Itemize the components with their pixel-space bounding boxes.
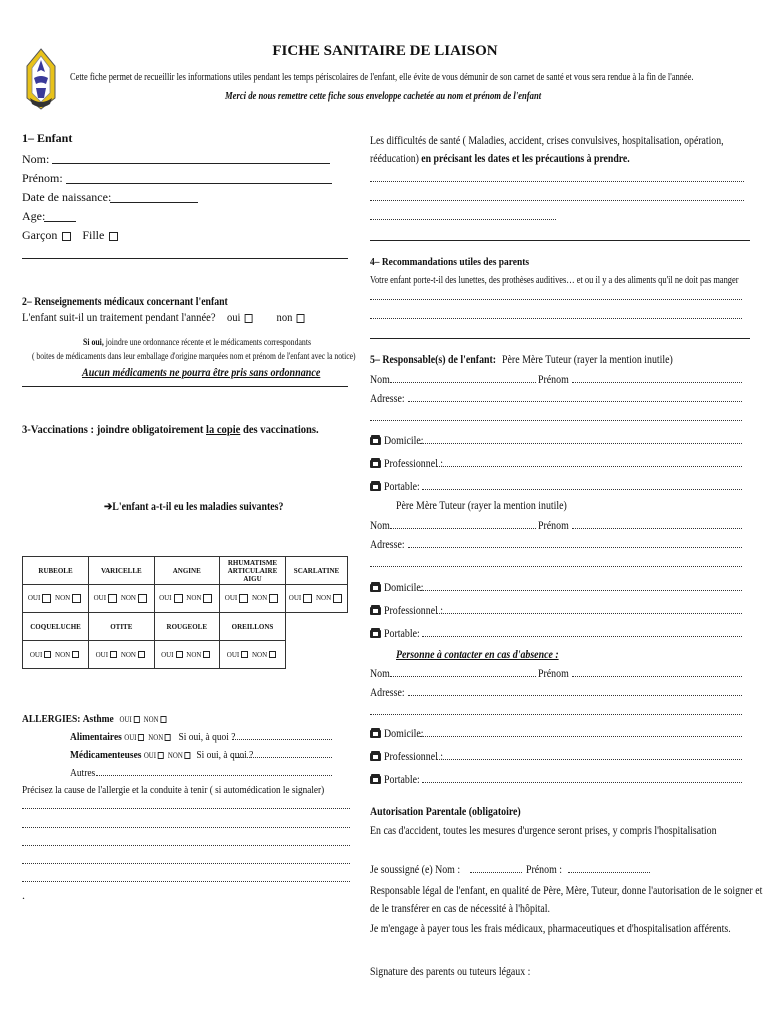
role-choice-2: Père Mère Tuteur (rayer la mention inutile) — [396, 500, 567, 512]
oui-non-cell: OUI NON — [219, 641, 285, 669]
difficultes-text-2: rééducation) — [370, 153, 419, 165]
intro-note: Merci de nous remettre cette fiche sous enveloppe cachetée au nom et prénom de l'enfant — [225, 91, 542, 102]
allergie-field-line[interactable] — [22, 863, 350, 864]
oui-non-cell: OUI NON — [23, 585, 89, 613]
maladies-table — [22, 556, 348, 669]
oui-checkbox[interactable] — [239, 594, 248, 603]
traitement-question: L'enfant suit-il un traitement pendant l'année? — [22, 310, 216, 324]
section-4-heading: 4– Recommandations utiles des parents — [370, 256, 530, 268]
contact-portable-field[interactable] — [422, 782, 742, 783]
professionnel-label: Professionnel : — [384, 605, 444, 617]
difficultes-field-line[interactable] — [370, 181, 744, 182]
difficultes-precisions: en précisant les dates et les précautions à prendre. — [418, 153, 630, 165]
fille-checkbox[interactable] — [109, 232, 118, 241]
adresse-label: Adresse: — [370, 393, 405, 405]
non-checkbox[interactable] — [72, 651, 79, 658]
professionnel-label: Professionnel : — [384, 458, 444, 470]
phone-icon — [370, 435, 381, 445]
si-oui-label: Si oui, — [83, 338, 104, 348]
responsable-text-2: de le transférer en cas de nécessité à l'hôpital. — [370, 903, 550, 915]
non-checkbox[interactable] — [203, 594, 212, 603]
oui-non-cell: OUI NON — [89, 585, 154, 613]
nom-label: Nom — [370, 374, 390, 386]
portable-label: Portable: — [384, 481, 420, 493]
contact-prenom-field[interactable] — [572, 676, 742, 677]
recommandations-field-line[interactable] — [370, 318, 742, 319]
phone-icon — [370, 481, 381, 491]
non-checkbox[interactable] — [269, 594, 278, 603]
soussigne-prenom-label: Prénom : — [526, 864, 562, 876]
allergie-field-line[interactable] — [22, 845, 350, 846]
prenom-label: Prénom: — [22, 171, 63, 185]
signature-label: Signature des parents ou tuteurs légaux : — [370, 966, 531, 978]
portable-label: Portable: — [384, 774, 420, 786]
si-oui-label: Si oui, à quoi ? — [178, 731, 236, 743]
domicile-label: Domicile: — [384, 728, 424, 740]
divider — [22, 258, 348, 259]
responsable-text: Responsable légal de l'enfant, en qualité de Père, Mère, Tuteur, donne l'autorisation de le soigner et — [370, 885, 763, 897]
oui-non-cell: OUI NON — [89, 641, 154, 669]
oui-non-cell: OUI NON — [285, 585, 347, 613]
recommandations-text: Votre enfant porte-t-il des lunettes, des prothèses auditives… et ou il y a des aliments qu'il ne doit pas manger — [370, 275, 739, 286]
age-field[interactable] — [44, 221, 76, 222]
maladie-name: ROUGEOLE — [154, 613, 219, 641]
boites-note: ( boites de médicaments dans leur emballage d'origine marquées nom et prénom de l'enfant avec la notice) — [32, 352, 356, 362]
phone-icon — [370, 605, 381, 615]
naissance-field[interactable] — [110, 202, 198, 203]
difficultes-text: Les difficultés de santé ( Maladies, accident, crises convulsives, hospitalisation, opération, — [370, 135, 724, 147]
copie-underlined: la copie — [206, 422, 241, 436]
si-oui-text: joindre une ordonnance récente et le médicaments correspondants — [103, 338, 312, 348]
resp1-domicile-field[interactable] — [420, 443, 742, 444]
resp2-adresse-field-2[interactable] — [370, 566, 742, 567]
oui-checkbox[interactable] — [108, 594, 117, 603]
autorisation-text: En cas d'accident, toutes les mesures d'urgence seront prises, y compris l'hospitalisation — [370, 825, 717, 837]
page-title: FICHE SANITAIRE DE LIAISON — [272, 43, 498, 59]
oui-non-cell: OUI NON — [154, 641, 219, 669]
fille-label: Fille — [82, 228, 105, 242]
asthme-oui-checkbox[interactable] — [133, 716, 139, 723]
alimentaires-field[interactable] — [232, 739, 332, 740]
section-3-heading-end: des vaccinations. — [240, 422, 319, 436]
domicile-label: Domicile: — [384, 582, 424, 594]
resp1-prenom-field[interactable] — [572, 382, 742, 383]
maladie-name: RUBEOLE — [23, 557, 89, 585]
autres-field[interactable] — [96, 775, 332, 776]
phone-icon — [370, 582, 381, 592]
age-label: Age: — [22, 209, 46, 223]
soussigne-nom-field[interactable] — [470, 872, 522, 873]
contact-adresse-field[interactable] — [408, 695, 742, 696]
oui-checkbox[interactable] — [110, 651, 117, 658]
section-1-heading: 1– Enfant — [22, 131, 73, 145]
autorisation-heading: Autorisation Parentale (obligatoire) — [370, 806, 521, 818]
naissance-label: Date de naissance: — [22, 190, 112, 204]
soussigne-nom-label: Je soussigné (e) Nom : — [370, 864, 461, 876]
asthme-non-checkbox[interactable] — [160, 716, 166, 723]
garcon-checkbox[interactable] — [62, 232, 71, 241]
role-choice: Père Mère Tuteur (rayer la mention inutile) — [502, 354, 673, 366]
resp2-adresse-field[interactable] — [408, 547, 742, 548]
resp2-professionnel-field[interactable] — [436, 613, 742, 614]
non-checkbox[interactable] — [269, 651, 276, 658]
domicile-label: Domicile: — [384, 435, 424, 447]
garcon-label: Garçon — [22, 228, 58, 242]
medicamenteuses-oui-checkbox[interactable] — [158, 752, 164, 759]
maladie-name: OTITE — [89, 613, 154, 641]
absence-heading: Personne à contacter en cas d'absence : — [396, 649, 559, 661]
maladies-question: L'enfant a-t-il eu les maladies suivantes? — [112, 501, 284, 513]
portable-label: Portable: — [384, 628, 420, 640]
nom-label: Nom — [370, 668, 390, 680]
medicamenteuses-label: Médicamenteuses — [70, 749, 142, 761]
professionnel-label: Professionnel : — [384, 751, 444, 763]
oui-checkbox[interactable] — [44, 651, 51, 658]
phone-icon — [370, 751, 381, 761]
oui-checkbox[interactable] — [241, 651, 248, 658]
maladie-name: VARICELLE — [89, 557, 154, 585]
oui-checkbox[interactable] — [174, 594, 183, 603]
non-checkbox[interactable] — [333, 594, 342, 603]
nom-label: Nom — [370, 520, 390, 532]
non-checkbox[interactable] — [72, 594, 81, 603]
prenom-label: Prénom — [538, 668, 569, 680]
resp1-nom-field[interactable] — [390, 382, 536, 383]
oui-checkbox[interactable] — [42, 594, 51, 603]
allergie-field-line[interactable] — [22, 881, 350, 882]
section-3-heading: 3-Vaccinations : joindre obligatoirement — [22, 422, 207, 436]
phone-icon — [370, 774, 381, 784]
section-5-heading: 5– Responsable(s) de l'enfant: — [370, 354, 497, 366]
aucun-medicament-warning: Aucun médicaments ne pourra être pris sans ordonnance — [82, 365, 321, 379]
preciser-text: Précisez la cause de l'allergie et la conduite à tenir ( si automédication le signaler) — [22, 784, 325, 796]
oui-non-cell: OUI NON — [154, 585, 219, 613]
difficultes-field-line[interactable] — [370, 200, 744, 201]
resp1-portable-field[interactable] — [422, 489, 742, 490]
phone-icon — [370, 728, 381, 738]
oui-checkbox[interactable] — [303, 594, 312, 603]
resp1-adresse-field-2[interactable] — [370, 420, 742, 421]
maladie-name: ANGINE — [154, 557, 219, 585]
allergies-label: ALLERGIES: — [22, 713, 81, 725]
phone-icon — [370, 458, 381, 468]
oui-checkbox[interactable] — [176, 651, 183, 658]
allergie-field-line[interactable] — [22, 827, 350, 828]
oui-non-cell: OUI NON — [23, 641, 89, 669]
oui-non-cell: OUI NON — [219, 585, 285, 613]
nom-label: Nom: — [22, 152, 50, 166]
resp2-nom-field[interactable] — [390, 528, 536, 529]
maladie-name: SCARLATINE — [285, 557, 347, 585]
traitement-non-checkbox[interactable] — [297, 314, 305, 323]
difficultes-field-line[interactable] — [370, 219, 556, 220]
divider — [22, 386, 348, 387]
arrow-right-icon: ➔ — [104, 501, 113, 513]
non-checkbox[interactable] — [203, 651, 210, 658]
allergie-field-line[interactable] — [22, 808, 350, 809]
section-2-heading: 2– Renseignements médicaux concernant l'enfant — [22, 296, 228, 308]
end-period: . — [22, 888, 25, 902]
maladie-name: OREILLONS — [219, 613, 285, 641]
resp2-portable-field[interactable] — [422, 636, 742, 637]
recommandations-field-line[interactable] — [370, 299, 742, 300]
si-oui-label: Si oui, à quoi ? — [196, 749, 254, 761]
non-checkbox[interactable] — [138, 594, 147, 603]
oui-label: oui — [226, 310, 241, 324]
maladie-name: RHUMATISME ARTICULAIRE AIGU — [219, 557, 285, 585]
contact-professionnel-field[interactable] — [436, 759, 742, 760]
engagement-text: Je m'engage à payer tous les frais médicaux, pharmaceutiques et d'hospitalisation afférents. — [370, 923, 731, 935]
contact-adresse-field-2[interactable] — [370, 714, 742, 715]
resp1-adresse-field[interactable] — [408, 401, 742, 402]
non-label: non — [276, 310, 293, 324]
maladie-name: COQUELUCHE — [23, 613, 89, 641]
medicamenteuses-field[interactable] — [232, 757, 332, 758]
autres-label: Autres — [70, 767, 96, 779]
non-checkbox[interactable] — [138, 651, 145, 658]
adresse-label: Adresse: — [370, 539, 405, 551]
alimentaires-oui-checkbox[interactable] — [138, 734, 144, 741]
resp2-domicile-field[interactable] — [420, 590, 742, 591]
phone-icon — [370, 628, 381, 638]
contact-nom-field[interactable] — [390, 676, 536, 677]
resp1-professionnel-field[interactable] — [436, 466, 742, 467]
prenom-label: Prénom — [538, 520, 569, 532]
soussigne-prenom-field[interactable] — [568, 872, 650, 873]
nom-field[interactable] — [52, 163, 330, 164]
medicamenteuses-non-checkbox[interactable] — [185, 752, 191, 759]
divider — [370, 240, 750, 241]
intro-text: Cette fiche permet de recueillir les informations utiles pendant les temps périscolaires de l'enfant, elle évite de vous démunir de son carnet de santé et vous sera rendue à la fin de l'année. — [70, 72, 694, 83]
asthme-label: Asthme — [82, 713, 114, 725]
adresse-label: Adresse: — [370, 687, 405, 699]
contact-domicile-field[interactable] — [420, 736, 742, 737]
prenom-field[interactable] — [66, 183, 332, 184]
prenom-label: Prénom — [538, 374, 569, 386]
traitement-oui-checkbox[interactable] — [245, 314, 253, 323]
alimentaires-non-checkbox[interactable] — [165, 734, 171, 741]
alimentaires-label: Alimentaires — [70, 731, 122, 743]
resp2-prenom-field[interactable] — [572, 528, 742, 529]
divider — [370, 338, 750, 339]
